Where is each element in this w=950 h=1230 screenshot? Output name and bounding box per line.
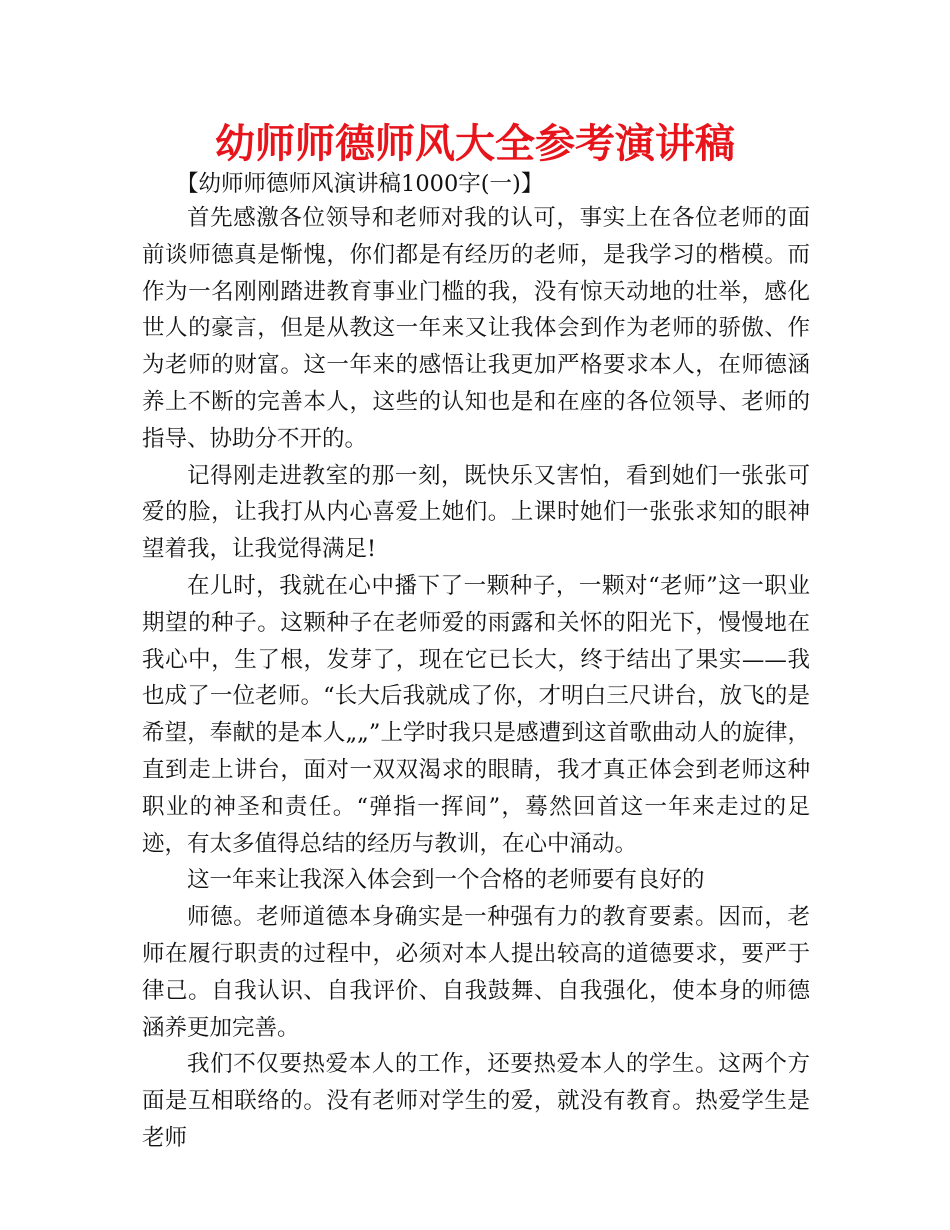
paragraph-5: 师德。老师道德本身确实是一种强有力的教育要素。因而，老师在履行职责的过程中，必须对本人提出较高的道德要求，要严于律己。自我认识、自我评价、自我鼓舞、自我强化，使本身的师德涵养更加完善。	[142, 904, 810, 1041]
paragraph-4: 这一年来让我深入体会到一个合格的老师要有良好的	[187, 867, 705, 894]
document-body	[142, 168, 810, 1157]
document-title: 幼师师德师风大全参考演讲稿	[215, 121, 735, 167]
section-heading: 【幼师师德师风演讲稿1000字(一)】	[176, 171, 544, 197]
paragraph-1: 首先感激各位领导和老师对我的认可，事实上在各位老师的面前谈师德真是惭愧，你们都是有经历的老师，是我学习的楷模。而作为一名刚刚踏进教育事业门槛的我，没有惊天动地的壮举，感化世人的豪言，但是从教这一年来又让我体会到作为老师的骄傲、作为老师的财富。这一年来的感悟让我更加严格要求本人，在师德涵养上不断的完善本人，这些的认知也是和在座的各位领导、老师的指导、协助分不开的。	[142, 205, 810, 452]
paragraph-3: 在儿时，我就在心中播下了一颗种子，一颗对“老师”这一职业期望的种子。这颗种子在老师爱的雨露和关怀的阳光下，慢慢地在我心中，生了根，发芽了，现在它已长大，终于结出了果实——我也成了一位老师。“长大后我就成了你，才明白三尺讲台，放飞的是希望，奉献的是本人„„”上学时我只是感遭到这首歌曲动人的旋律，直到走上讲台，面对一双双渴求的眼睛，我才真正体会到老师这种职业的神圣和责任。“弹指一挥间”，蓦然回首这一年来走过的足迹，有太多值得总结的经历与教训，在心中涌动。	[142, 572, 810, 857]
paragraph-2: 记得刚走进教室的那一刻，既快乐又害怕，看到她们一张张可爱的脸，让我打从内心喜爱上她们。上课时她们一张张求知的眼神望着我，让我觉得满足!	[142, 462, 810, 563]
paragraph-6: 我们不仅要热爱本人的工作，还要热爱本人的学生。这两个方面是互相联络的。没有老师对学生的爱，就没有教育。热爱学生是老师	[142, 1051, 810, 1151]
